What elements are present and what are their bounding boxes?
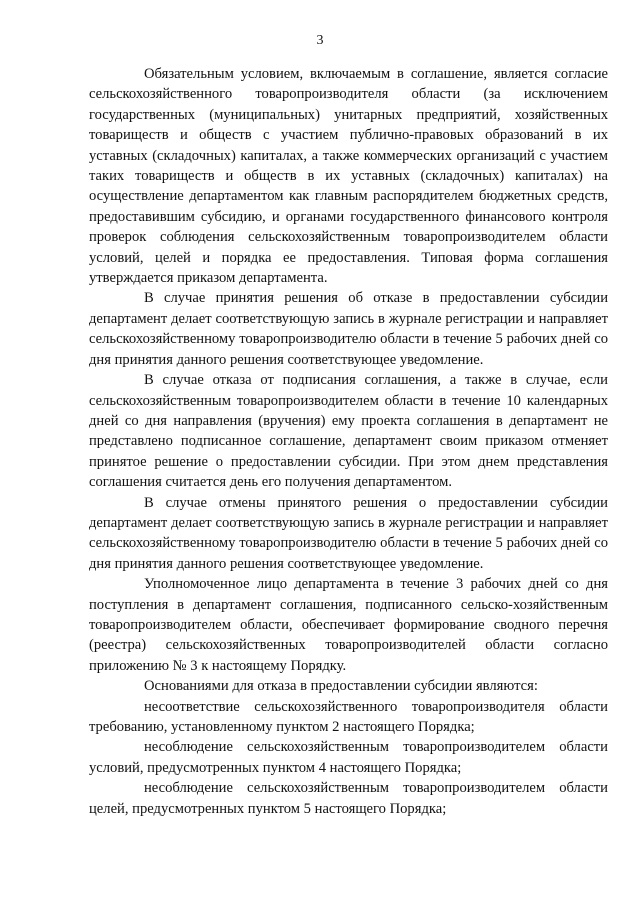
paragraph-signing-refusal: В случае отказа от подписания соглашения, а также в случае, если сельскохозяйственным товаропроизводителем области в течение 10 календарных дней со дня направления (вручения) ему проекта соглашения в департамент не представлено подписанное соглашение, департамент своим приказом отменяет принятое решение о предоставлении субсидии. При этом днем представления соглашения считается день его получения департаментом. (89, 372, 608, 491)
paragraph-agreement-consent: Обязательным условием, включаемым в соглашение, является согласие сельскохозяйственного товаропроизводителя области (за исключением государственных (муниципальных) унитарных предприятий, хозяйственных товариществ и обществ с участием публично-правовых образований в их уставных (складочных) капиталах, а также коммерческих организаций с участием таких товариществ и обществ в их уставных (складочных) капиталах) на осуществление департаментом как главным распорядителем бюджетных средств, предоставившим субсидию, и органами государственного финансового контроля проверок соблюдения сельскохозяйственным товаропроизводителем области условий, целей и порядка ее предоставления. Типовая форма соглашения утверждается приказом департамента. (89, 66, 608, 287)
paragraph-decision-cancellation: В случае отмены принятого решения о предоставлении субсидии департамент делает соответствующую запись в журнале регистрации и направляет сельскохозяйственному товаропроизводителю области в течение 5 рабочих дней со дня принятия данного решения соответствующее уведомление. (89, 494, 608, 572)
paragraph-registry-formation: Уполномоченное лицо департамента в течение 3 рабочих дней со дня поступления в департамент соглашения, подписанного сельско-хозяйственным товаропроизводителем области, обеспечивает формирование сводного перечня (реестра) сельскохозяйственных товаропроизводителей области согласно приложению № 3 к настоящему Порядку. (89, 576, 608, 674)
paragraph-ground-purposes: несоблюдение сельскохозяйственным товаропроизводителем области целей, предусмотренных пунктом 5 настоящего Порядка; (89, 780, 608, 817)
paragraph-refusal-decision: В случае принятия решения об отказе в предоставлении субсидии департамент делает соответствующую запись в журнале регистрации и направляет сельскохозяйственному товаропроизводителю области в течение 5 рабочих дней со дня принятия данного решения соответствующее уведомление. (89, 290, 608, 368)
page-number: 3 (316, 33, 324, 48)
paragraph-ground-requirement: несоответствие сельскохозяйственного товаропроизводителя области требованию, установленному пунктом 2 настоящего Порядка; (89, 698, 608, 735)
paragraph-refusal-grounds-intro: Основаниями для отказа в предоставлении субсидии являются: (144, 678, 538, 695)
document-body (89, 64, 608, 819)
paragraph-ground-conditions: несоблюдение сельскохозяйственным товаропроизводителем области условий, предусмотренных пунктом 4 настоящего Порядка; (89, 739, 608, 776)
